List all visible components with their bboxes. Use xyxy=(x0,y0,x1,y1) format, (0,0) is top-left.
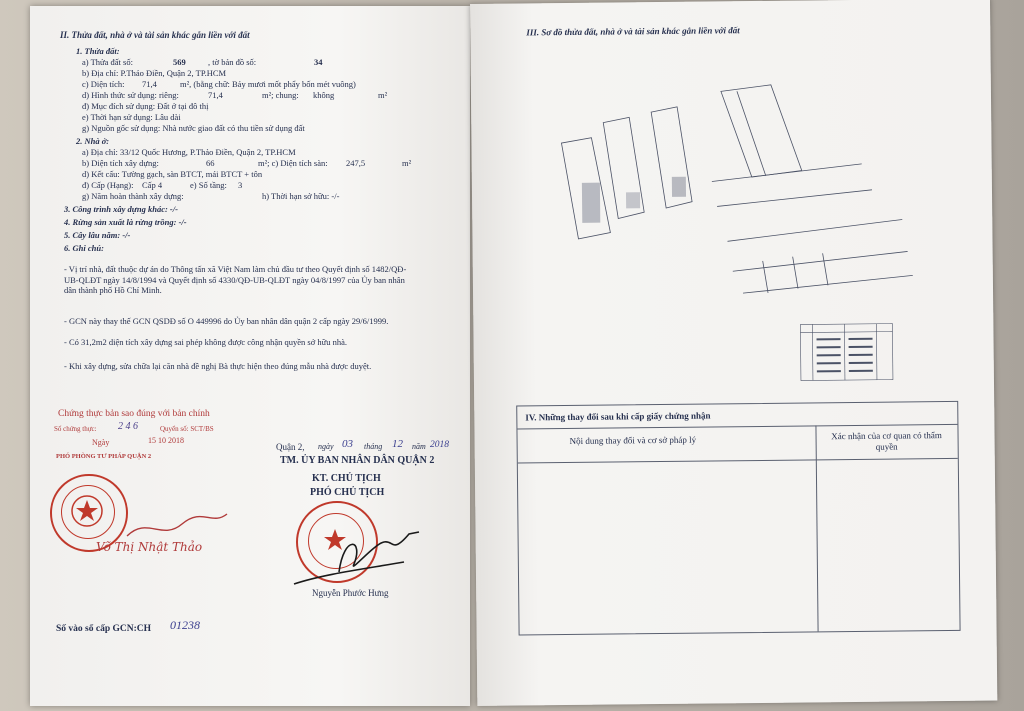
land-plot-heading: 1. Thửa đất: xyxy=(76,46,120,56)
certification-book: Quyển số: SCT/BS xyxy=(160,425,214,433)
map-sheet-value: 34 xyxy=(314,57,323,67)
plot-area-text: m², (bằng chữ: Bảy mươi mốt phẩy bốn mét vuông) xyxy=(180,79,356,89)
issue-year-label: năm xyxy=(412,442,426,451)
certifier-signature xyxy=(122,506,232,546)
plot-area-value: 71,4 xyxy=(142,79,157,89)
house-address: a) Địa chỉ: 33/12 Quốc Hương, P.Thảo Điền, Quận 2, TP.HCM xyxy=(82,147,296,157)
star-emblem-icon xyxy=(50,474,124,548)
vice-chairman-title: PHÓ CHỦ TỊCH xyxy=(310,487,385,498)
usage-form-label: d) Hình thức sử dụng: riêng: xyxy=(82,90,179,100)
section-ii-title: II. Thửa đất, nhà ở và tài sản khác gắn liền với đất xyxy=(60,30,250,40)
certifier-signature-name: Võ Thị Nhật Thảo xyxy=(96,540,203,554)
floor-area-value: 247,5 xyxy=(346,158,366,168)
issue-day-label: ngày xyxy=(318,442,334,451)
certification-date: 15 10 2018 xyxy=(148,436,184,445)
note-violation: - Có 31,2m2 diện tích xây dựng sai phép không được công nhận quyền sở hữu nhà. xyxy=(64,337,347,347)
registry-book-label: Số vào sổ cấp GCN:CH xyxy=(56,624,152,634)
note-project: - Vị trí nhà, đất thuộc dự án do Thông tấn xã Việt Nam làm chủ đầu tư theo Quyết định số 1482/QĐ-UB-QLĐT ngày 14/8/1994 và Quyết định số 4330/QĐ-UB-QLĐT ngày 04/8/1997 của Ủy ban nhân dân thành phố Hồ Chí Minh. xyxy=(64,264,407,295)
section-iv-title: IV. Những thay đổi sau khi cấp giấy chứng nhận xyxy=(525,410,711,423)
planted-forest: 4. Rừng sản xuất là rừng trồng: -/- xyxy=(64,217,187,227)
floors-label: e) Số tầng: xyxy=(190,180,227,190)
certificate-right-page xyxy=(470,0,997,706)
map-sheet-label: , tờ bản đồ số: xyxy=(208,57,257,67)
certification-number: 2 4 6 xyxy=(118,421,138,432)
certification-number-label: Số chứng thực: xyxy=(54,425,97,433)
construction-area-value: 66 xyxy=(206,158,215,168)
authority-confirmation-header: Xác nhận của cơ quan có thẩm quyền xyxy=(831,430,942,452)
perennial-trees: 5. Cây lâu năm: -/- xyxy=(64,230,131,240)
ownership-term: h) Thời hạn sở hữu: -/- xyxy=(262,191,340,201)
floor-area-unit: m² xyxy=(402,158,412,168)
usage-shared-label: m²; chung: xyxy=(262,90,299,100)
note-construction: - Khi xây dựng, sửa chữa lại căn nhà đề nghị Bà thực hiện theo đúng mẫu nhà được duyệt. xyxy=(64,361,372,371)
issue-place: Quận 2, xyxy=(276,442,305,452)
plot-number-value: 569 xyxy=(173,57,186,67)
section-iii-title: III. Sơ đồ thửa đất, nhà ở và tài sản khác gắn liền với đất xyxy=(526,25,740,38)
official-signature xyxy=(284,514,434,594)
plot-area-label: c) Diện tích: xyxy=(82,79,125,89)
land-term: e) Thời hạn sử dụng: Lâu dài xyxy=(82,112,181,122)
plot-diagram xyxy=(541,79,914,343)
usage-shared-unit: m² xyxy=(378,90,388,100)
floor-area-label: m²; c) Diện tích sàn: xyxy=(258,158,328,168)
certified-copy-title: Chứng thực bản sao đúng với bản chính xyxy=(58,409,210,419)
issuing-authority: TM. ỦY BAN NHÂN DÂN QUẬN 2 xyxy=(280,455,435,466)
house-heading: 2. Nhà ở: xyxy=(76,136,110,146)
coordinate-table xyxy=(798,316,899,385)
construction-area-label: b) Diện tích xây dựng: xyxy=(82,158,159,168)
changes-table xyxy=(516,401,960,636)
change-content-header: Nội dung thay đổi và cơ sở pháp lý xyxy=(569,434,697,446)
on-behalf-chairman: KT. CHỦ TỊCH xyxy=(312,473,381,484)
plot-address: b) Địa chỉ: P.Thảo Điền, Quận 2, TP.HCM xyxy=(82,68,227,78)
notes-heading: 6. Ghi chú: xyxy=(64,243,104,253)
certification-date-label: Ngày xyxy=(92,438,110,447)
issue-month-label: tháng xyxy=(364,442,383,451)
issue-day: 03 xyxy=(342,438,353,450)
land-origin: g) Nguồn gốc sử dụng: Nhà nước giao đất có thu tiền sử dụng đất xyxy=(82,123,305,133)
house-grade-value: Cấp 4 xyxy=(142,180,163,190)
other-construction: 3. Công trình xây dựng khác: -/- xyxy=(64,204,178,214)
registry-book-number: 01238 xyxy=(170,618,200,632)
certificate-left-page xyxy=(30,6,470,706)
note-replacement: - GCN này thay thế GCN QSDĐ số O 449996 do Ủy ban nhân dân quận 2 cấp ngày 29/6/1999. xyxy=(64,316,389,326)
completion-year: g) Năm hoàn thành xây dựng: xyxy=(82,191,184,201)
floors-value: 3 xyxy=(238,180,243,190)
land-purpose: đ) Mục đích sử dụng: Đất ở tại đô thị xyxy=(82,101,209,111)
certification-office: PHÓ PHÒNG TƯ PHÁP QUẬN 2 xyxy=(56,453,152,460)
issue-year: 2018 xyxy=(430,440,449,450)
plot-number-label: a) Thửa đất số: xyxy=(82,57,133,67)
house-structure: d) Kết cấu: Tường gạch, sàn BTCT, mái BTCT + tôn xyxy=(82,169,263,179)
house-grade-label: đ) Cấp (Hạng): xyxy=(82,180,134,190)
usage-private-value: 71,4 xyxy=(208,90,223,100)
issue-month: 12 xyxy=(392,438,403,450)
usage-shared-value: không xyxy=(313,90,335,100)
signer-name: Nguyễn Phước Hưng xyxy=(312,588,389,598)
